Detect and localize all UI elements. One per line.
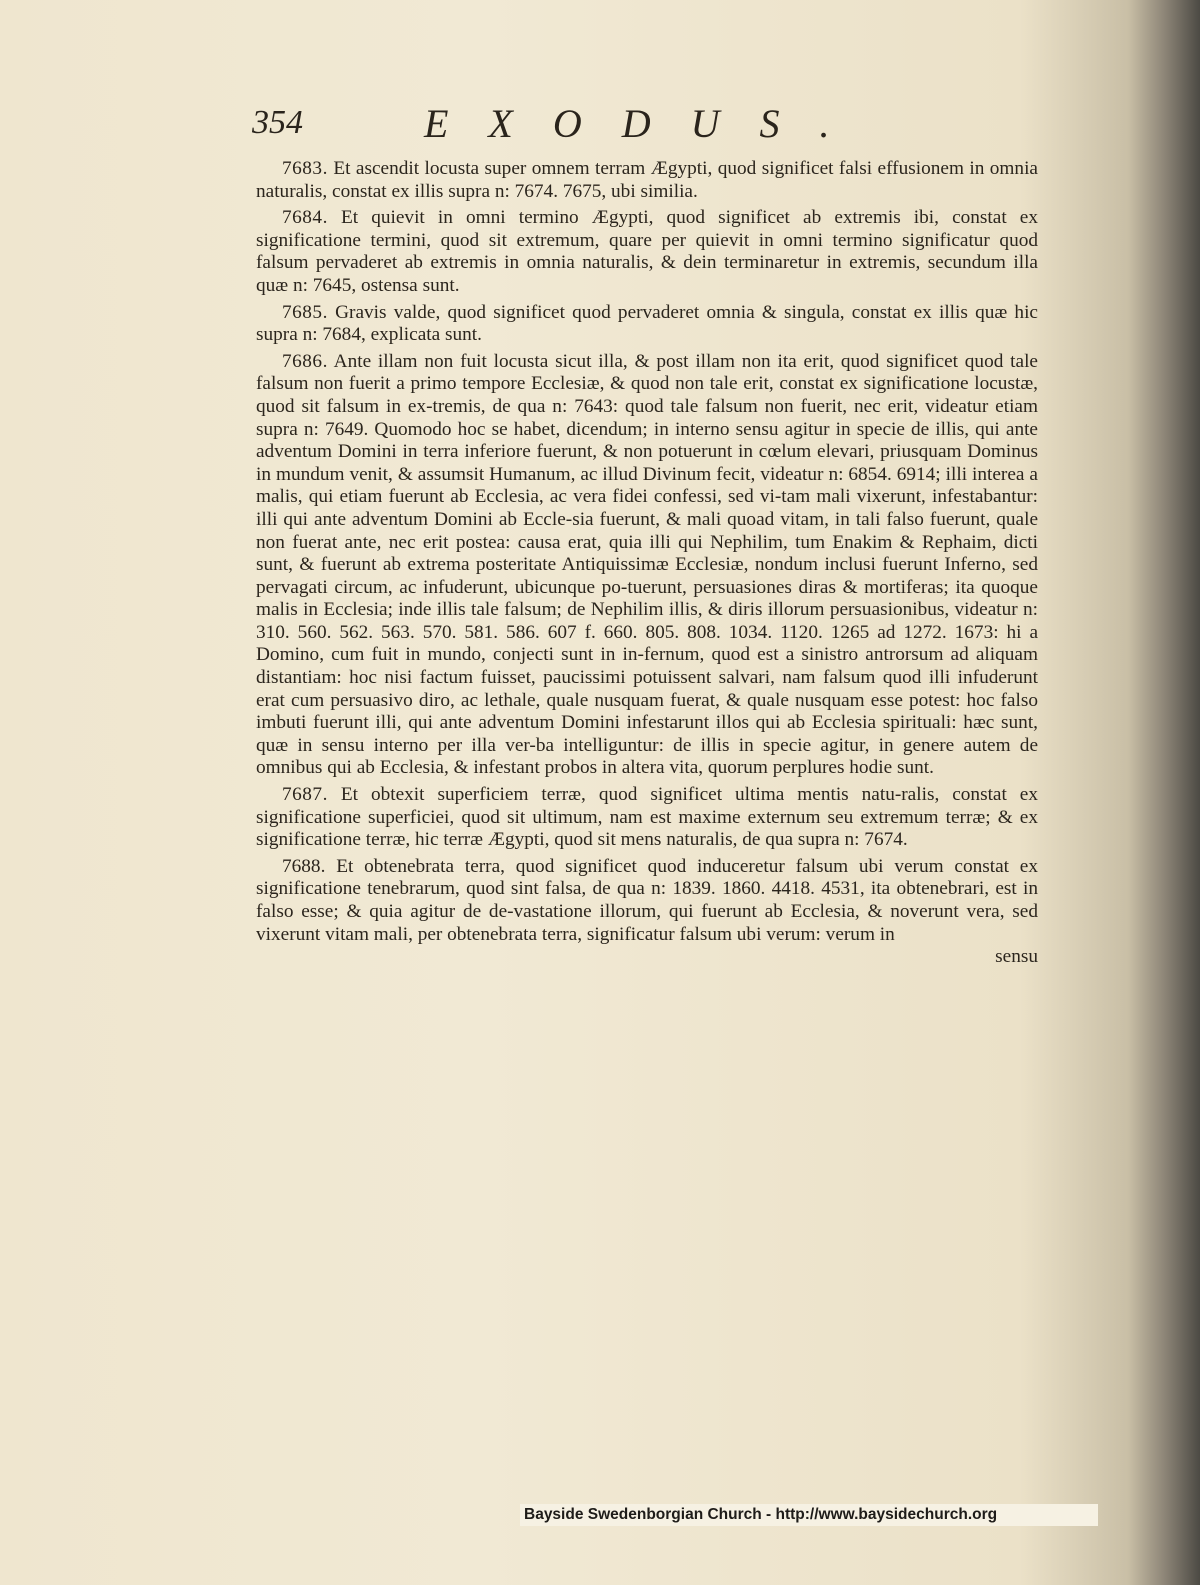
paragraph-7684: [256, 207, 1038, 297]
paragraph-number: 7685.: [282, 301, 328, 323]
body-text: [256, 158, 1038, 969]
paragraph-number: 7683.: [282, 158, 328, 179]
page-number: 354: [252, 104, 303, 141]
paragraph-text: Et obtenebrata terra, quod significet quod induceretur falsum ubi verum constat ex significatione tenebrarum, quod sint falsa, de qua n: 1839. 1860. 4418. 4531, ita obtenebrari, est in falso esse; & quia agitur de de-vastatione illorum, qui fuerunt ab Ecclesia, & noverunt vera, sed vixerunt vitam mali, per obtenebrata terra, significatur falsum ubi verum: verum in: [256, 855, 1038, 945]
paragraph-7685: [256, 302, 1038, 347]
paragraph-7683: [256, 158, 1038, 203]
paragraph-number: 7686.: [282, 350, 328, 372]
paragraph-text: Ante illam non fuit locusta sicut illa, & post illam non ita erit, quod significet quod tale falsum non fuerit a primo tempore Ecclesiæ, & quod non tale erit, constat ex significatione locustæ, quod sit falsum in ex-tremis, de qua n: 7643: quod tale falsum non fuerit, nec erit, videatur etiam supra n: 7649. Quomodo hoc se habet, dicendum; in interno sensu agitur in specie de illis, qui ante adventum Domini in terra inferiore fuerunt, & non potuerunt in cœlum elevari, priusquam Dominus in mundum venit, & assumsit Humanum, ac illud Divinum fecit, videatur n: 6854. 6914; illi interea a malis, qui etiam fuerunt ab Ecclesia, ac vera fidei confessi, sed vi-tam mali vixerunt, infestabantur: illi qui ante adventum Domini ab Eccle-sia fuerunt, & mali quoad vitam, in tali falso fuerunt, quale non fuerat ante, nec erit postea: causa erat, quia illi qui Nephilim, tum Enakim & Rephaim, dicti sunt, & fuerunt ab extrema posteritate Antiquissimæ Ecclesiæ, nondum inclusi fuerunt Inferno, sed pervagati circum, ac infuderunt, ubicunque po-tuerunt, persuasiones diras & mortiferas; ita quoque malis in Ecclesia; inde illis tale falsum; de Nephilim illis, & diris illorum persuasionibus, videatur n: 310. 560. 562. 563. 570. 581. 586. 607 f. 660. 805. 808. 1034. 1120. 1265 ad 1272. 1673: hi a Domino, cum fuit in mundo, conjecti sunt in in-fernum, quod est a sinistro antrorsum ad aliquam distantiam: hoc nisi factum fuisset, paucissimi potuissent salvari, nam falsum quod illi infuderunt erat cum persuasivo diro, ac lethale, quale nusquam fuerat, & quale nusquam esse potest: hoc falso imbuti fuerunt illi, qui ante adventum Domini infestarunt illos qui ab Ecclesia spirituali: hæc sunt, quæ in sensu interno per illa ver-ba intelliguntur: de illis in specie agitur, in genere autem de omnibus qui ab Ecclesia, & infestant probos in altera vita, quorum perplures hodie sunt.: [256, 350, 1038, 779]
paragraph-number: 7688.: [282, 855, 326, 877]
running-head: EXODUS.: [424, 101, 870, 146]
paragraph-text: Et obtexit superficiem terræ, quod significet ultima mentis natu-ralis, constat ex significatione superficiei, quod sit ultimum, nam est maxime externum seu extremum terræ; & ex significatione terræ, hic terræ Ægypti, quod sit mens naturalis, de qua supra n: 7674.: [256, 784, 1038, 851]
paragraph-text: Et ascendit locusta super omnem terram Ægypti, quod significet falsi effusionem in omnia naturalis, constat ex illis supra n: 7674. 7675, ubi similia.: [256, 158, 1038, 202]
paragraph-number: 7687.: [282, 784, 328, 806]
paragraph-text: Gravis valde, quod significet quod pervaderet omnia & singula, constat ex illis quæ hic supra n: 7684, explicata sunt.: [256, 301, 1038, 346]
paragraph-7687: [256, 784, 1038, 852]
paragraph-number: 7684.: [282, 207, 328, 229]
catchword: sensu: [995, 946, 1038, 968]
page-header: [252, 100, 1052, 150]
footer-credit: Bayside Swedenborgian Church - http://www.baysidechurch.org: [520, 1504, 1098, 1526]
paragraph-7686: [256, 351, 1038, 780]
paragraph-7688: [256, 856, 1038, 946]
paragraph-text: Et quievit in omni termino Ægypti, quod significet ab extremis ibi, constat ex significatione termini, quod sit extremum, quare per quievit in omni termino significatur quod falsum pervaderet ab extremis in omnia naturalis, & dein terminaretur in extremis, secundum illa quæ n: 7645, ostensa sunt.: [256, 207, 1038, 296]
